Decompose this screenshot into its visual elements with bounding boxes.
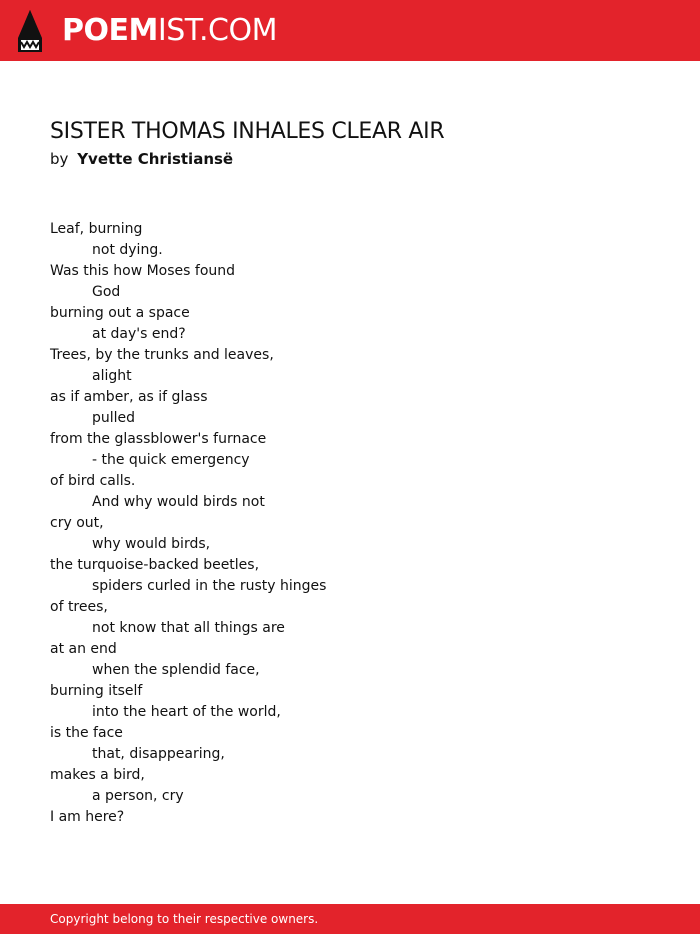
poem-line: at day's end? <box>92 326 186 342</box>
byline <box>50 149 233 169</box>
poem-line: And why would birds not <box>92 494 265 510</box>
poem-line: cry out, <box>50 515 104 531</box>
pencil-logo-icon[interactable] <box>18 10 42 52</box>
poem-line: Trees, by the trunks and leaves, <box>50 347 274 363</box>
poem-line: burning itself <box>50 683 143 699</box>
poem-line: of trees, <box>50 599 108 615</box>
poem-line: of bird calls. <box>50 473 136 489</box>
site-header <box>0 0 700 61</box>
poem-line: not know that all things are <box>92 620 285 636</box>
poem-body <box>50 219 326 828</box>
poem-line: spiders curled in the rusty hinges <box>92 578 327 594</box>
poem-line: God <box>92 284 121 300</box>
poem-line: when the splendid face, <box>92 662 260 678</box>
poem-line: that, disappearing, <box>92 746 225 762</box>
poem-line: not dying. <box>92 242 163 258</box>
poem-line: why would birds, <box>92 536 211 552</box>
poem-line: into the heart of the world, <box>92 704 281 720</box>
author-name: Yvette Christiansë <box>77 150 234 168</box>
by-label: by <box>50 150 69 168</box>
poem-line: a person, cry <box>92 788 184 804</box>
copyright-notice: Copyright belong to their respective owners. <box>50 912 319 926</box>
poem-line: alight <box>92 368 132 384</box>
poem-title: SISTER THOMAS INHALES CLEAR AIR <box>50 119 445 144</box>
poem-line: as if amber, as if glass <box>50 389 208 405</box>
poem-line: pulled <box>92 410 136 426</box>
poem-line: at an end <box>50 641 117 657</box>
poem-line: I am here? <box>50 809 125 825</box>
poem-line: is the face <box>50 725 123 741</box>
poem-line: - the quick emergency <box>92 452 250 468</box>
logo-bold-text: POEM <box>62 13 158 48</box>
poem-line: from the glassblower's furnace <box>50 431 267 447</box>
poem-line: makes a bird, <box>50 767 145 783</box>
poem-line: Was this how Moses found <box>50 263 236 279</box>
site-logo[interactable] <box>62 11 277 51</box>
poem-line: burning out a space <box>50 305 190 321</box>
logo-light-text: IST.COM <box>157 13 277 48</box>
poem-line: the turquoise-backed beetles, <box>50 557 260 573</box>
site-footer <box>0 904 700 934</box>
poem-line: Leaf, burning <box>50 221 143 237</box>
